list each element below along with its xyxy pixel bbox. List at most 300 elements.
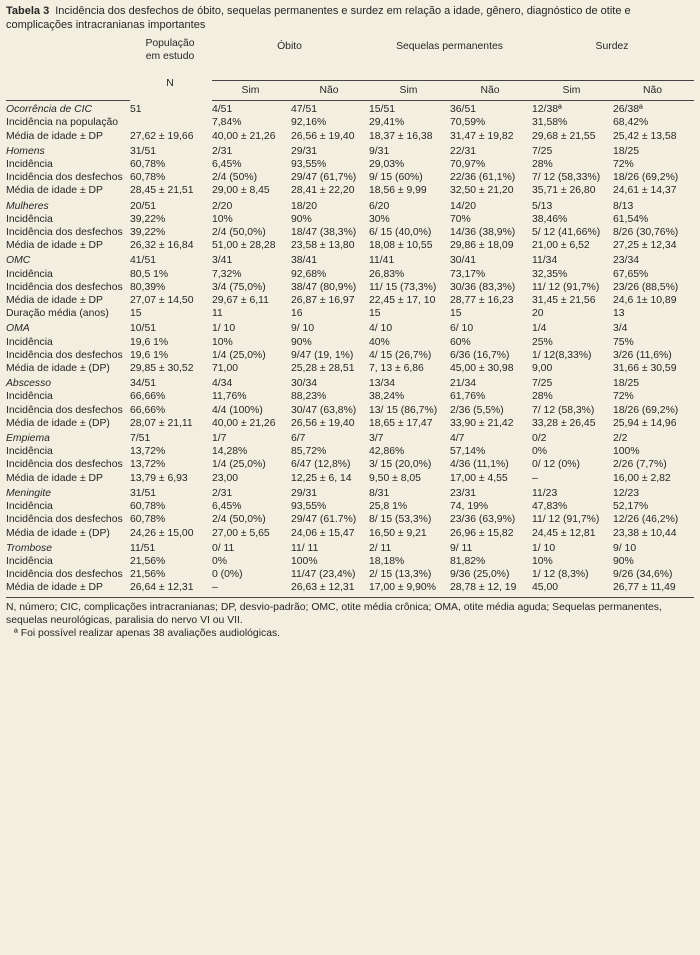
n-header: N — [166, 78, 174, 90]
row-label: Incidência — [6, 336, 53, 348]
table-row — [6, 555, 694, 568]
obito-nao-cell: 88,23% — [291, 391, 327, 403]
group-row — [6, 143, 694, 158]
population-n-cell: 34/51 — [130, 378, 157, 390]
sequelas-sim-cell: 42,86% — [369, 446, 405, 458]
population-n-cell: 21,56% — [130, 555, 166, 567]
table-row — [6, 445, 694, 458]
obito-sim-cell: 27,00 ± 5,65 — [212, 527, 270, 539]
surdez-sim-cell: 5/ 12 (41,66%) — [532, 227, 601, 239]
sequelas-nao-cell: 9/ 11 — [450, 542, 473, 554]
obito-sim-cell: 2/20 — [212, 200, 233, 212]
sequelas-nao-cell: 70,59% — [450, 117, 486, 129]
surdez-nao-cell: 72% — [613, 391, 634, 403]
population-n-cell: 27,62 ± 19,66 — [130, 130, 194, 142]
population-n-cell: 13,79 ± 6,93 — [130, 472, 188, 484]
sequelas-sim-cell: 3/ 15 (20,0%) — [369, 459, 432, 471]
population-n-cell: 13,72% — [130, 459, 166, 471]
population-n-cell: 15 — [130, 308, 142, 320]
row-label: Média de idade ± (DP) — [6, 527, 110, 539]
sequelas-nao-cell: 26,96 ± 15,82 — [450, 527, 514, 539]
group-label: Homens — [6, 145, 45, 157]
sequelas-nao-cell: 70% — [450, 213, 471, 225]
table-row — [6, 513, 694, 526]
obito-nao-cell: 29/47 (61,7%) — [291, 172, 357, 184]
sequelas-nao-cell: 4/36 (11,1%) — [450, 459, 509, 471]
sequelas-nao-cell: 30/41 — [450, 255, 477, 267]
surdez-nao-cell: 2/2 — [613, 433, 628, 445]
row-label: Incidência — [6, 268, 53, 280]
caption-text: Incidência dos desfechos de óbito, sequelas permanentes e surdez em relação a idade, gênero, diagnóstico de otite e complicações intracranianas importantes — [6, 5, 631, 31]
obito-nao-cell: 47/51 — [291, 104, 318, 116]
population-n-cell: 31/51 — [130, 487, 157, 499]
surdez-sim-cell: 0% — [532, 446, 548, 458]
population-n-cell: 29,85 ± 30,52 — [130, 363, 194, 375]
surdez-sim-cell: 47,83% — [532, 501, 568, 513]
surdez-sim-cell: 7/ 12 (58,3%) — [532, 404, 595, 416]
surdez-nao-cell: 9/26 (34,6%) — [613, 569, 673, 581]
population-n-cell: 7/51 — [130, 433, 151, 445]
population-n-cell: 31/51 — [130, 145, 157, 157]
obito-nao-cell: 12,25 ± 6, 14 — [291, 472, 352, 484]
population-n-cell: 13,72% — [130, 446, 166, 458]
surdez-nao-cell: 27,25 ± 12,34 — [613, 240, 677, 252]
group-row — [6, 485, 694, 500]
row-label: Média de idade ± DP — [6, 295, 103, 307]
group-row — [6, 101, 694, 117]
sequelas-sim-cell: 4/ 10 — [369, 323, 393, 335]
surdez-sim-cell: 35,71 ± 26,80 — [532, 185, 596, 197]
obito-sim-cell: 1/7 — [212, 433, 227, 445]
sequelas-sim-cell: 2/ 15 (13,3%) — [369, 569, 432, 581]
sequelas-sim-cell: 6/ 15 (40,0%) — [369, 227, 432, 239]
population-n-cell: 51 — [130, 103, 142, 115]
surdez-sim-cell: 9,00 — [532, 363, 553, 375]
obito-nao-cell: 9/ 10 — [291, 323, 315, 335]
population-n-cell: 24,26 ± 15,00 — [130, 527, 194, 539]
population-n-cell: 10/51 — [130, 323, 157, 335]
population-n-cell: 19,6 1% — [130, 349, 169, 361]
row-label: Média de idade ± DP — [6, 240, 103, 252]
surdez-sim-cell: 25% — [532, 336, 553, 348]
sequelas-sim-cell: 8/31 — [369, 487, 390, 499]
group-label: Trombose — [6, 542, 53, 554]
sequelas-nao-cell: 21/34 — [450, 378, 477, 390]
sequelas-nao-cell: 2/36 (5,5%) — [450, 404, 504, 416]
table-row — [6, 294, 694, 307]
population-n-cell: 19,6 1% — [130, 336, 169, 348]
surdez-nao-cell: 23,38 ± 10,44 — [613, 527, 677, 539]
sequelas-sim-cell: 9/ 15 (60%) — [369, 172, 423, 184]
table-row — [6, 472, 694, 485]
header-row-2 — [6, 81, 694, 101]
surdez-nao-cell: 24,61 ± 14,37 — [613, 185, 677, 197]
table-row — [6, 116, 694, 129]
sequelas-sim-cell: 26,83% — [369, 268, 405, 280]
sequelas-sim-cell: 9,50 ± 8,05 — [369, 472, 421, 484]
sequelas-sim-cell: 15 — [369, 308, 381, 320]
obito-nao-cell: 93,55% — [291, 501, 327, 513]
surdez-sim-cell: 1/ 12 (8,3%) — [532, 569, 589, 581]
population-n-cell: 20/51 — [130, 200, 157, 212]
table-row — [6, 336, 694, 349]
surdez-nao-cell: 9/ 10 — [613, 542, 637, 554]
obito-sim-cell: 4/51 — [212, 104, 233, 116]
group-row — [6, 320, 694, 335]
sequelas-sim-cell: 38,24% — [369, 391, 405, 403]
row-label: Incidência dos desfechos — [6, 349, 123, 361]
sequelas-sim-cell: 8/ 15 (53,3%) — [369, 514, 432, 526]
obito-sim-cell: 2/4 (50,0%) — [212, 514, 266, 526]
sequelas-sim-cell: 18,65 ± 17,47 — [369, 417, 433, 429]
population-n-cell: 80,5 1% — [130, 268, 169, 280]
population-n-cell: 66,66% — [130, 391, 166, 403]
header-row-1 — [6, 34, 694, 81]
obito-sim-cell: 6,45% — [212, 501, 242, 513]
row-label: Média de idade ± (DP) — [6, 363, 110, 375]
surdez-nao-cell: 8/13 — [613, 200, 634, 212]
surdez-sim-cell: 12/38ª — [532, 104, 562, 116]
surdez-nao-cell: 12/26 (46,2%) — [613, 514, 679, 526]
table-row — [6, 500, 694, 513]
table-row — [6, 527, 694, 540]
table-row — [6, 349, 694, 362]
group-label: Meningite — [6, 487, 52, 499]
row-label: Incidência dos desfechos — [6, 569, 123, 581]
row-label: Incidência dos desfechos — [6, 514, 123, 526]
sequelas-sim-cell: 29,41% — [369, 117, 405, 129]
sequelas-sim-cell: 9/31 — [369, 145, 390, 157]
sequelas-sim-cell: 13/ 15 (86,7%) — [369, 404, 438, 416]
table-row — [6, 458, 694, 471]
sequelas-sim-cell: 4/ 15 (26,7%) — [369, 349, 432, 361]
sequelas-sim-cell: 3/7 — [369, 433, 384, 445]
sequelas-nao-cell: 29,86 ± 18,09 — [450, 240, 514, 252]
obito-nao-cell: 26,87 ± 16,97 — [291, 295, 355, 307]
row-label: Incidência dos desfechos — [6, 172, 123, 184]
table-row — [6, 226, 694, 239]
obito-sim-cell: 2/4 (50,0%) — [212, 227, 266, 239]
surdez-nao-cell: 67,65% — [613, 268, 649, 280]
row-label: Duração média (anos) — [6, 308, 109, 320]
surdez-sim-cell: 11/ 12 (91,7%) — [532, 514, 600, 526]
obito-nao-cell: 38/41 — [291, 255, 318, 267]
sequelas-sim-cell: 18,18% — [369, 555, 405, 567]
sequelas-nao-cell: 22/31 — [450, 145, 477, 157]
sequelas-sim-cell: 40% — [369, 336, 390, 348]
obito-nao-cell: 29/47 (61.7%) — [291, 514, 357, 526]
obito-sim-cell: 7,84% — [212, 117, 242, 129]
group-label: OMA — [6, 323, 30, 335]
sequelas-nao-cell: 32,50 ± 21,20 — [450, 185, 514, 197]
obito-nao-cell: 92,68% — [291, 268, 327, 280]
obito-sim-cell: 51,00 ± 28,28 — [212, 240, 276, 252]
surdez-sim-cell: 21,00 ± 6,52 — [532, 240, 590, 252]
obito-sim-cell: 0 (0%) — [212, 569, 243, 581]
surdez-sim-cell: 0/ 12 (0%) — [532, 459, 580, 471]
surdez-sim-cell: 1/4 — [532, 323, 547, 335]
obito-sim-cell: 10% — [212, 336, 233, 348]
population-header: População em estudo — [145, 38, 195, 63]
obito-sim-cell: 14,28% — [212, 446, 248, 458]
group-label: Mulheres — [6, 200, 49, 212]
footnote-a: ª Foi possível realizar apenas 38 avaliações audiológicas. — [14, 627, 281, 639]
obito-sim-cell: 1/4 (25,0%) — [212, 459, 266, 471]
sequelas-sim-cell: 22,45 ± 17, 10 — [369, 295, 436, 307]
sequelas-sim-cell: 13/34 — [369, 378, 396, 390]
surdez-nao-cell: 16,00 ± 2,82 — [613, 472, 671, 484]
sequelas-sim-cell: 30% — [369, 213, 390, 225]
col-surdez: Surdez — [532, 34, 694, 81]
group-label: Abscesso — [6, 378, 52, 390]
obito-nao-cell: 26,56 ± 19,40 — [291, 417, 355, 429]
results-table — [6, 34, 694, 598]
sequelas-sim-cell: 2/ 11 — [369, 542, 392, 554]
population-n-cell: 66,66% — [130, 404, 166, 416]
surdez-nao-cell: 68,42% — [613, 117, 649, 129]
surdez-nao-cell: 18/26 (69,2%) — [613, 172, 679, 184]
surdez-nao-cell: 3/4 — [613, 323, 628, 335]
surdez-nao-cell: 2/26 (7,7%) — [613, 459, 667, 471]
obito-sim-cell: 29,67 ± 6,11 — [212, 295, 269, 307]
surdez-sim-cell: 28% — [532, 159, 553, 171]
obito-sim-cell: 0/ 11 — [212, 542, 235, 554]
surdez-sim-cell: 10% — [532, 555, 553, 567]
obito-sim-cell: 23,00 — [212, 472, 239, 484]
table-row — [6, 213, 694, 226]
row-label: Média de idade ± DP — [6, 185, 103, 197]
obito-nao-cell: 100% — [291, 555, 318, 567]
obito-nao-cell: 25,28 ± 28,51 — [291, 363, 355, 375]
obito-nao-cell: 6/7 — [291, 433, 306, 445]
population-n-cell: 11/51 — [130, 542, 156, 554]
sequelas-nao-cell: 33,90 ± 21,42 — [450, 417, 514, 429]
surdez-nao-cell: 52,17% — [613, 501, 649, 513]
row-label: Média de idade ± DP — [6, 472, 103, 484]
sequelas-nao-cell: 9/36 (25,0%) — [450, 569, 510, 581]
surdez-sim-cell: 31,45 ± 21,56 — [532, 295, 596, 307]
sequelas-nao-cell: 23/36 (63,9%) — [450, 514, 516, 526]
surdez-sim-cell: 20 — [532, 308, 544, 320]
footnote-abbreviations: N, número; CIC, complicações intracranianas; DP, desvio-padrão; OMC, otite média crônica; OMA, otite média aguda; Sequelas permanentes, sequelas neurológicas, paralisia do nervo VI ou VII. — [6, 601, 662, 626]
row-label: Incidência — [6, 501, 53, 513]
group-row — [6, 375, 694, 390]
row-label: Incidência dos desfechos — [6, 281, 123, 293]
sequelas-nao-cell: 6/36 (16,7%) — [450, 349, 510, 361]
surdez-nao-cell: 31,66 ± 30,59 — [613, 363, 677, 375]
surdez-sim-cell: 45,00 — [532, 581, 613, 597]
obito-nao-cell: 24,06 ± 15,47 — [291, 527, 355, 539]
population-n-cell: 39,22% — [130, 213, 166, 225]
sequelas-nao-cell: 15 — [450, 308, 462, 320]
surdez-sim-cell: 11/23 — [532, 487, 558, 499]
obito-sim-cell: – — [212, 581, 291, 597]
obito-sim-cell: 40,00 ± 21,26 — [212, 130, 276, 142]
sequelas-nao-cell: 6/ 10 — [450, 323, 474, 335]
surdez-sim-cell: 11/34 — [532, 255, 558, 267]
sequelas-nao-cell: 45,00 ± 30,98 — [450, 363, 514, 375]
surdez-sim-cell: 5/13 — [532, 200, 553, 212]
obito-nao-cell: 38/47 (80,9%) — [291, 281, 357, 293]
population-n-cell: 28,45 ± 21,51 — [130, 185, 194, 197]
sequelas-nao-cell: 22/36 (61,1%) — [450, 172, 516, 184]
surdez-sim-cell: 32,35% — [532, 268, 568, 280]
obito-nao-cell: 23,58 ± 13,80 — [291, 240, 355, 252]
surdez-nao-cell: 75% — [613, 336, 634, 348]
table-row — [6, 171, 694, 184]
sequelas-sim-cell: 6/20 — [369, 200, 390, 212]
group-label: Ocorrência de CIC — [6, 104, 93, 116]
sequelas-nao-cell: 36/51 — [450, 104, 477, 116]
surdez-nao-cell: 3/26 (11,6%) — [613, 349, 672, 361]
surdez-nao-cell: 25,42 ± 13,58 — [613, 130, 677, 142]
obito-sim-cell: 4/4 (100%) — [212, 404, 263, 416]
obito-sim-cell: 40,00 ± 21,26 — [212, 417, 276, 429]
obito-sim-cell: 11,76% — [212, 391, 247, 403]
obito-sim-cell: 11 — [212, 308, 223, 320]
population-n-cell: 27,07 ± 14,50 — [130, 295, 194, 307]
table-row — [6, 581, 694, 597]
row-label: Incidência — [6, 391, 53, 403]
row-label: Incidência — [6, 555, 53, 567]
group-row — [6, 252, 694, 267]
obito-nao-cell: 29/31 — [291, 145, 318, 157]
sequelas-nao-header: Não — [450, 81, 532, 101]
obito-nao-cell: 28,41 ± 22,20 — [291, 185, 355, 197]
group-row — [6, 540, 694, 555]
table-caption — [6, 4, 694, 32]
table-row — [6, 307, 694, 320]
table-body — [6, 101, 694, 597]
table-row — [6, 239, 694, 252]
obito-nao-cell: 26,63 ± 12,31 — [291, 581, 369, 597]
obito-nao-cell: 11/47 (23,4%) — [291, 569, 356, 581]
obito-sim-cell: 4/34 — [212, 378, 233, 390]
table-row — [6, 184, 694, 197]
row-label: Incidência — [6, 213, 53, 225]
surdez-nao-cell: 72% — [613, 159, 634, 171]
row-label: Média de idade ± DP — [6, 130, 103, 142]
sequelas-nao-cell: 14/36 (38,9%) — [450, 227, 516, 239]
group-row — [6, 430, 694, 445]
population-n-cell: 21,56% — [130, 569, 166, 581]
obito-nao-header: Não — [291, 81, 369, 101]
table-row — [6, 417, 694, 430]
table-row — [6, 568, 694, 581]
col-obito: Óbito — [212, 34, 369, 81]
row-label: Média de idade ± (DP) — [6, 417, 110, 429]
sequelas-nao-cell: 81,82% — [450, 555, 486, 567]
obito-sim-cell: 71,00 — [212, 363, 239, 375]
sequelas-nao-cell: 61,76% — [450, 391, 486, 403]
surdez-nao-cell: 24,6 1± 10,89 — [613, 295, 677, 307]
surdez-sim-header: Sim — [532, 81, 613, 101]
obito-nao-cell: 16 — [291, 308, 303, 320]
obito-sim-cell: 7,32% — [212, 268, 242, 280]
sequelas-nao-cell: 23/31 — [450, 487, 477, 499]
table-row — [6, 390, 694, 403]
sequelas-nao-cell: 57,14% — [450, 446, 486, 458]
sequelas-nao-cell: 74, 19% — [450, 501, 489, 513]
sequelas-nao-cell: 70,97% — [450, 159, 486, 171]
obito-nao-cell: 30/47 (63,8%) — [291, 404, 357, 416]
obito-nao-cell: 11/ 11 — [291, 542, 319, 554]
row-label: Incidência — [6, 446, 53, 458]
surdez-sim-cell: 7/ 12 (58,33%) — [532, 172, 601, 184]
sequelas-nao-cell: 28,78 ± 12, 19 — [450, 581, 532, 597]
obito-nao-cell: 18/20 — [291, 200, 318, 212]
obito-sim-cell: 0% — [212, 555, 228, 567]
population-n-cell: 80,39% — [130, 281, 166, 293]
row-label: Incidência na população — [6, 117, 119, 129]
row-label: Incidência dos desfechos — [6, 459, 123, 471]
surdez-sim-cell: 7/25 — [532, 378, 553, 390]
sequelas-nao-cell: 31,47 ± 19,82 — [450, 130, 514, 142]
surdez-nao-cell: 18/25 — [613, 378, 640, 390]
obito-nao-cell: 18/47 (38,3%) — [291, 227, 357, 239]
sequelas-sim-cell: 7, 13 ± 6,86 — [369, 363, 424, 375]
surdez-nao-cell: 90% — [613, 555, 634, 567]
surdez-sim-cell: 38,46% — [532, 213, 568, 225]
surdez-sim-cell: 7/25 — [532, 145, 553, 157]
sequelas-sim-cell: 25,8 1% — [369, 501, 408, 513]
surdez-nao-cell: 23/26 (88,5%) — [613, 281, 679, 293]
obito-nao-cell: 9/47 (19, 1%) — [291, 349, 354, 361]
surdez-sim-cell: 1/ 12(8,33%) — [532, 349, 592, 361]
group-row — [6, 198, 694, 213]
sequelas-nao-cell: 60% — [450, 336, 471, 348]
population-n-cell: 60,78% — [130, 172, 166, 184]
sequelas-sim-cell: 18,37 ± 16,38 — [369, 130, 433, 142]
obito-sim-cell: 1/ 10 — [212, 323, 236, 335]
surdez-nao-cell: 18/25 — [613, 145, 640, 157]
surdez-sim-cell: 1/ 10 — [532, 542, 556, 554]
table-row — [6, 130, 694, 143]
sequelas-sim-cell: 11/ 15 (73,3%) — [369, 281, 437, 293]
group-label: Empiema — [6, 433, 50, 445]
population-n-cell: 26,32 ± 16,84 — [130, 240, 194, 252]
population-n-cell: 41/51 — [130, 255, 157, 267]
table-row — [6, 281, 694, 294]
obito-nao-cell: 30/34 — [291, 378, 318, 390]
population-n-cell: 26,64 ± 12,31 — [130, 581, 212, 597]
sequelas-sim-cell: 11/41 — [369, 255, 395, 267]
surdez-nao-cell: 12/23 — [613, 487, 640, 499]
obito-sim-cell: 1/4 (25,0%) — [212, 349, 266, 361]
row-label: Média de idade ± DP — [6, 581, 130, 597]
sequelas-nao-cell: 30/36 (83,3%) — [450, 281, 516, 293]
caption-label: Tabela 3 — [6, 5, 50, 17]
surdez-nao-cell: 23/34 — [613, 255, 640, 267]
surdez-nao-cell: 8/26 (30,76%) — [613, 227, 679, 239]
obito-nao-cell: 93,55% — [291, 159, 327, 171]
surdez-nao-cell: 18/26 (69,2%) — [613, 404, 679, 416]
table-row — [6, 362, 694, 375]
sequelas-sim-cell: 15/51 — [369, 104, 396, 116]
obito-sim-header: Sim — [212, 81, 291, 101]
obito-sim-cell: 6,45% — [212, 159, 242, 171]
obito-sim-cell: 2/31 — [212, 487, 233, 499]
obito-sim-cell: 3/4 (75,0%) — [212, 281, 266, 293]
obito-nao-cell: 92,16% — [291, 117, 327, 129]
sequelas-sim-cell: 16,50 ± 9,21 — [369, 527, 427, 539]
obito-sim-cell: 10% — [212, 213, 233, 225]
obito-sim-cell: 29,00 ± 8,45 — [212, 185, 270, 197]
col-sequelas: Sequelas permanentes — [369, 34, 532, 81]
obito-sim-cell: 3/41 — [212, 255, 233, 267]
sequelas-nao-cell: 17,00 ± 4,55 — [450, 472, 508, 484]
table-row — [6, 268, 694, 281]
